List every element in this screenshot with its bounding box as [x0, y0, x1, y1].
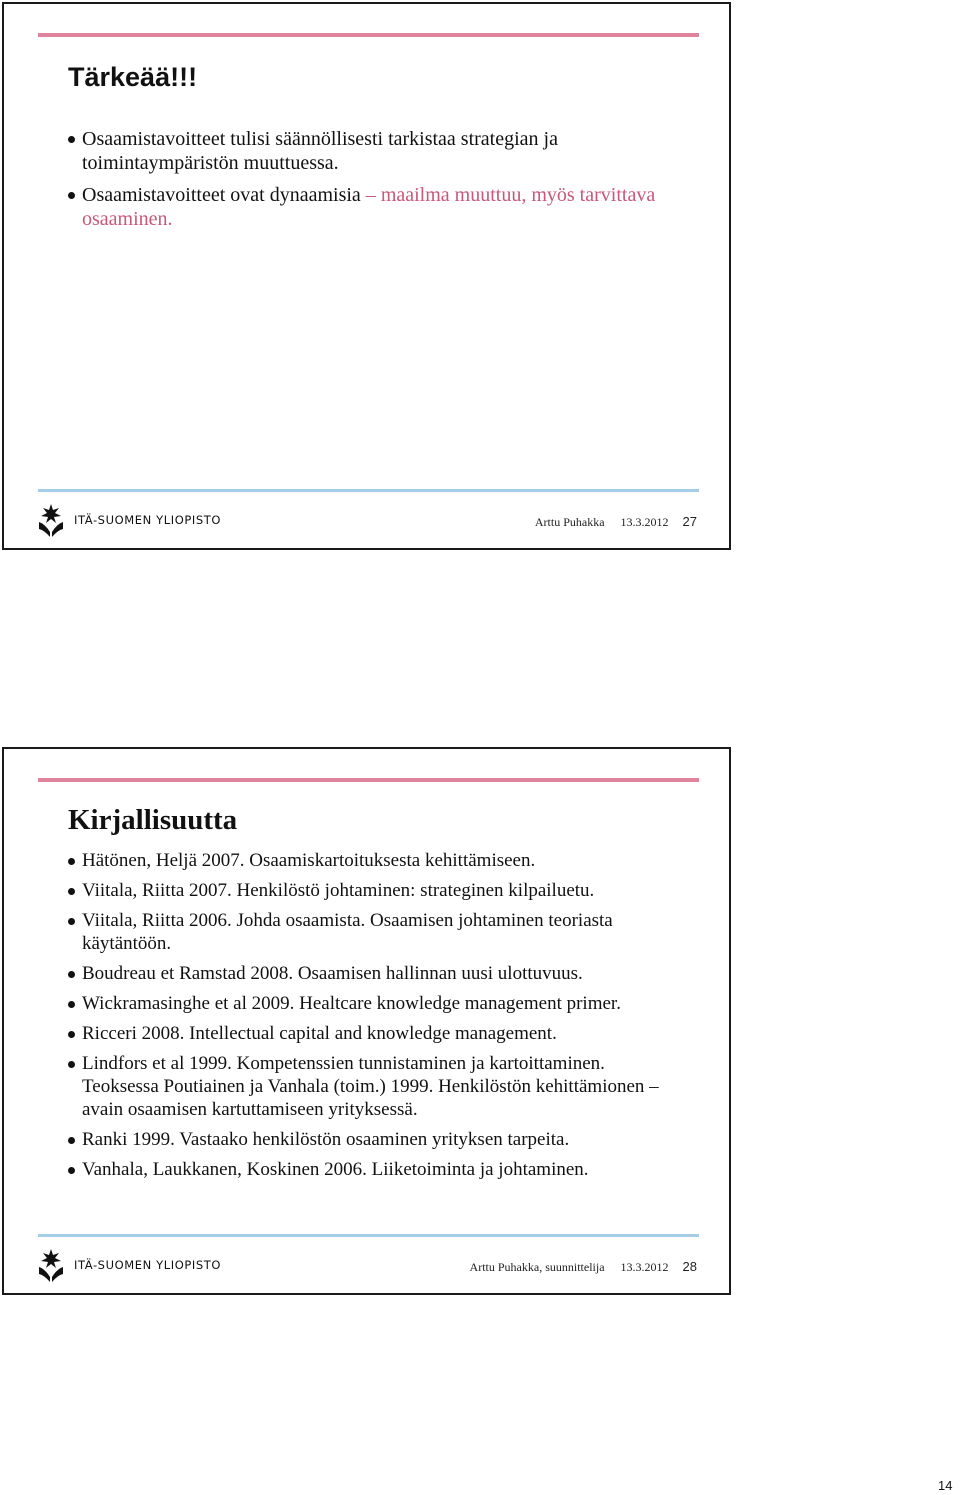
uef-leaf-logo-icon: [36, 502, 66, 538]
slide-title: Kirjallisuutta: [68, 804, 238, 836]
slide-27: [2, 2, 731, 550]
page-number: 14: [938, 1478, 953, 1493]
list-item: Viitala, Riitta 2007. Henkilöstö johtaminen: strateginen kilpailuetu.: [66, 879, 686, 902]
list-item: Osaamistavoitteet tulisi säännöllisesti tarkistaa strategian ja toimintaympäristön muuttuessa.: [66, 127, 686, 175]
author: Arttu Puhakka, suunnittelija: [469, 1260, 605, 1274]
slide-footer: [454, 1259, 697, 1275]
list-item: Boudreau et Ramstad 2008. Osaamisen hallinnan uusi ulottuvuus.: [66, 962, 686, 985]
list-item: Vanhala, Laukkanen, Koskinen 2006. Liiketoiminta ja johtaminen.: [66, 1158, 686, 1181]
list-item: Wickramasinghe et al 2009. Healtcare knowledge management primer.: [66, 992, 686, 1015]
slide-footer: [519, 514, 697, 530]
list-item: Lindfors et al 1999. Kompetenssien tunnistaminen ja kartoittaminen. Teoksessa Poutiainen ja Vanhala (toim.) 1999. Henkilöstön kehittämionen – avain osaamisen kartuttamiseen yrityksessä.: [66, 1052, 686, 1121]
date: 13.3.2012: [620, 515, 669, 529]
list-item: Viitala, Riitta 2006. Johda osaamista. Osaamisen johtaminen teoriasta käytäntöön.: [66, 909, 686, 955]
slide-28: [2, 747, 731, 1295]
top-rule: [38, 33, 699, 37]
logo-text: ITÄ-SUOMEN YLIOPISTO: [74, 1258, 222, 1272]
bottom-rule: [38, 489, 699, 492]
date: 13.3.2012: [620, 1260, 669, 1274]
university-logo: [36, 1245, 221, 1285]
slide-title: Tärkeää!!!: [68, 62, 198, 92]
logo-text: ITÄ-SUOMEN YLIOPISTO: [74, 513, 222, 527]
bullet-list: [66, 127, 686, 239]
list-item: Ranki 1999. Vastaako henkilöstön osaaminen yrityksen tarpeita.: [66, 1128, 686, 1151]
reference-list: [66, 849, 686, 1188]
slide-number: 28: [682, 1259, 697, 1274]
top-rule: [38, 778, 699, 782]
uef-leaf-logo-icon: [36, 1247, 66, 1283]
slide-number: 27: [682, 514, 697, 529]
author: Arttu Puhakka: [534, 515, 605, 529]
list-item: Hätönen, Heljä 2007. Osaamiskartoituksesta kehittämiseen.: [66, 849, 686, 872]
university-logo: [36, 500, 221, 540]
accent-text: – maailma muuttuu, myös tarvittava osaaminen.: [82, 184, 656, 230]
list-item: Ricceri 2008. Intellectual capital and knowledge management.: [66, 1022, 686, 1045]
bottom-rule: [38, 1234, 699, 1237]
list-item: Osaamistavoitteet ovat dynaamisia – maailma muuttuu, myös tarvittava osaaminen.: [66, 183, 686, 231]
